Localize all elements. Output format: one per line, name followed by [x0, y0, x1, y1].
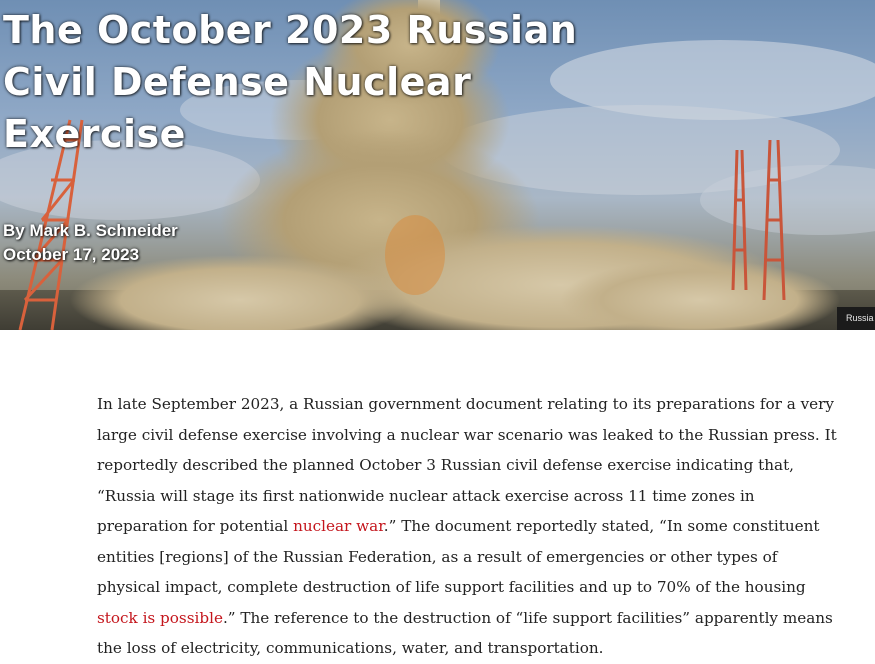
author-name: By Mark B. Schneider [3, 221, 178, 240]
image-caption-tab[interactable]: Russia [837, 307, 875, 330]
paragraph-text: .” The document reportedly stated, “In some constituent entities [regions] of the Russian Federation, as a result of emergencies or other types of physical impact, complete destruction of life support facilities and up to 70% of the housing [97, 517, 820, 596]
nuclear-war-link[interactable]: nuclear war [293, 517, 384, 535]
byline [3, 219, 178, 267]
hero-banner [0, 0, 875, 330]
paragraph-text: .” The reference to the destruction of “life support facilities” apparently means the loss of electricity, communications, water, and transportation. [97, 608, 833, 657]
article-title: The October 2023 Russian Civil Defense Nuclear Exercise [3, 8, 578, 156]
article-paragraph [97, 389, 845, 664]
paragraph-text: In late September 2023, a Russian government document relating to its preparations for a very large civil defense exercise involving a nuclear war scenario was leaked to the Russian press. It reportedly described the planned October 3 Russian civil defense exercise indicating that, “Russia will stage its first nationwide nuclear attack exercise across 11 time zones in preparation for potential [97, 395, 837, 535]
stock-is-possible-link[interactable]: stock is possible [97, 608, 223, 627]
publish-date: October 17, 2023 [3, 245, 140, 264]
